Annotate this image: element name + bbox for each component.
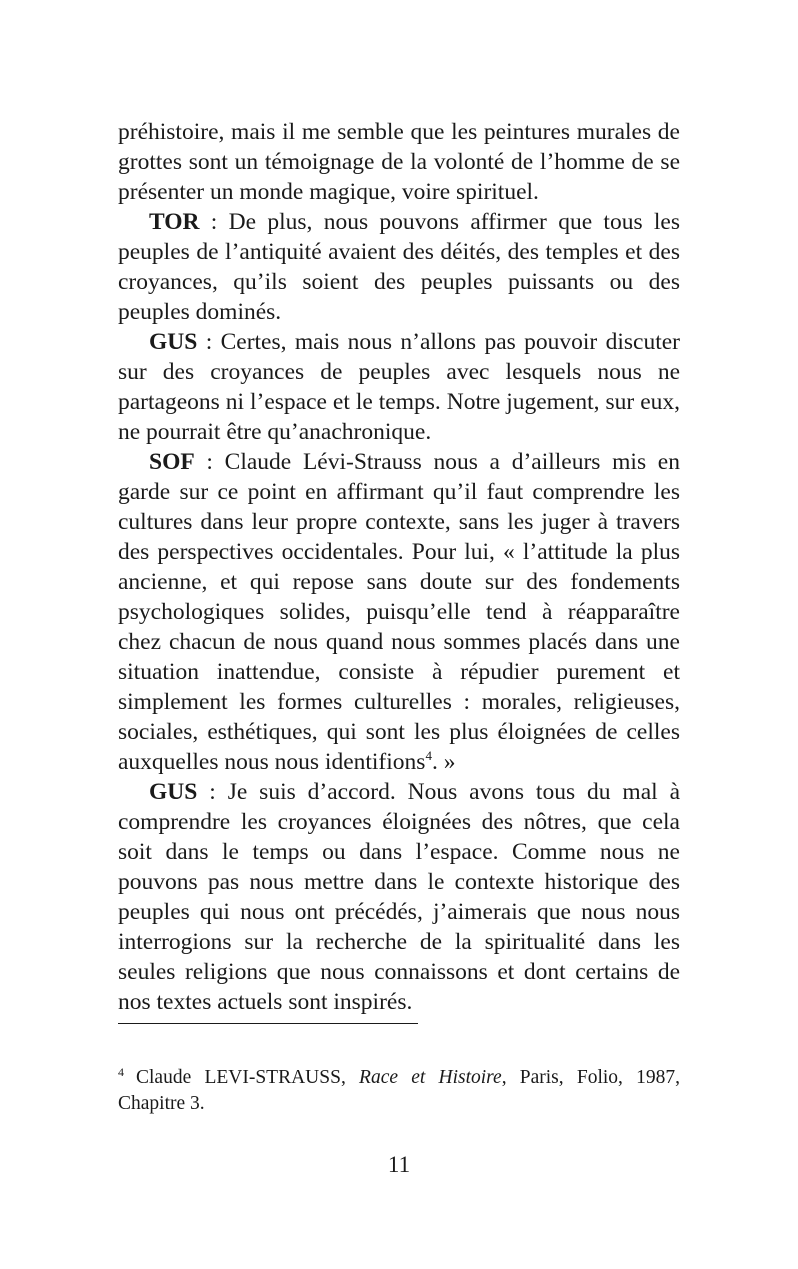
footnote-number: 4 <box>118 1064 124 1079</box>
continuation-paragraph: préhistoire, mais il me semble que les peintures murales de grottes sont un témoignage de la volonté de l’homme de se présenter un monde magique, voire spirituel. <box>118 119 680 205</box>
footnote-separator <box>118 1023 418 1024</box>
quote-close: . » <box>431 749 456 775</box>
dialogue-paragraph-tor <box>118 207 680 327</box>
dialogue-paragraph-gus-1 <box>118 327 680 447</box>
footnote-reference[interactable]: 4 <box>425 748 432 764</box>
body-text <box>118 117 680 1017</box>
page-number: 11 <box>387 1152 411 1177</box>
dialogue-text: De plus, nous pouvons affirmer que tous les peuples de l’antiquité avaient des déités, des temples et des croyances, qu’ils soient des peuples puissants ou des peuples dominés. <box>118 209 681 325</box>
dialogue-text: Je suis d’accord. Nous avons tous du mal à comprendre les croyances éloignées des nôtres, que cela soit dans le temps ou dans l’espace. Comme nous ne pouvons pas nous mettre dans le contexte historique des peuples qui nous ont précédés, j’aimerais que nous nous interrogions sur la recherche de la spiritualité dans les seules religions que nous connaissons et dont certains de nos textes actuels sont inspirés. <box>118 779 680 1015</box>
footnote-book-title: Race et Histoire <box>359 1067 502 1088</box>
dialogue-text: Claude Lévi-Strauss nous a d’ailleurs mis en garde sur ce point en affirmant qu’il faut comprendre les cultures dans leur propre contexte, sans les juger à travers des perspectives occidentales. Pour lui, « l’attitude la plus ancienne, et qui repose sans doute sur des fondements psychologiques solides, puisqu’elle tend à réapparaître chez chacun de nous quand nous sommes placés dans une situation inattendue, consiste à répudier purement et simplement les formes culturelles : morales, religieuses, sociales, esthétiques, qui sont les plus éloignées de celles auxquelles nous nous identifions <box>118 449 680 775</box>
footnote-author: Claude LEVI-STRAUSS, <box>136 1067 360 1088</box>
speaker-name: TOR <box>149 209 200 235</box>
dialogue-paragraph-gus-2 <box>118 777 680 1017</box>
speaker-name: GUS <box>149 779 198 805</box>
speaker-name: SOF <box>149 449 195 475</box>
speaker-separator: : <box>197 779 228 805</box>
speaker-name: GUS <box>149 329 198 355</box>
dialogue-text: Certes, mais nous n’allons pas pouvoir discuter sur des croyances de peuples avec lesquels nous ne partageons ni l’espace et le temps. Notre jugement, sur eux, ne pourrait être qu’anachronique. <box>118 329 680 445</box>
footnote <box>118 1065 680 1117</box>
dialogue-paragraph-sof <box>118 447 680 777</box>
footnote-details: , Paris, Folio, 1987, Chapitre 3. <box>118 1067 680 1114</box>
speaker-separator: : <box>197 329 221 355</box>
speaker-separator: : <box>199 209 229 235</box>
speaker-separator: : <box>194 449 225 475</box>
